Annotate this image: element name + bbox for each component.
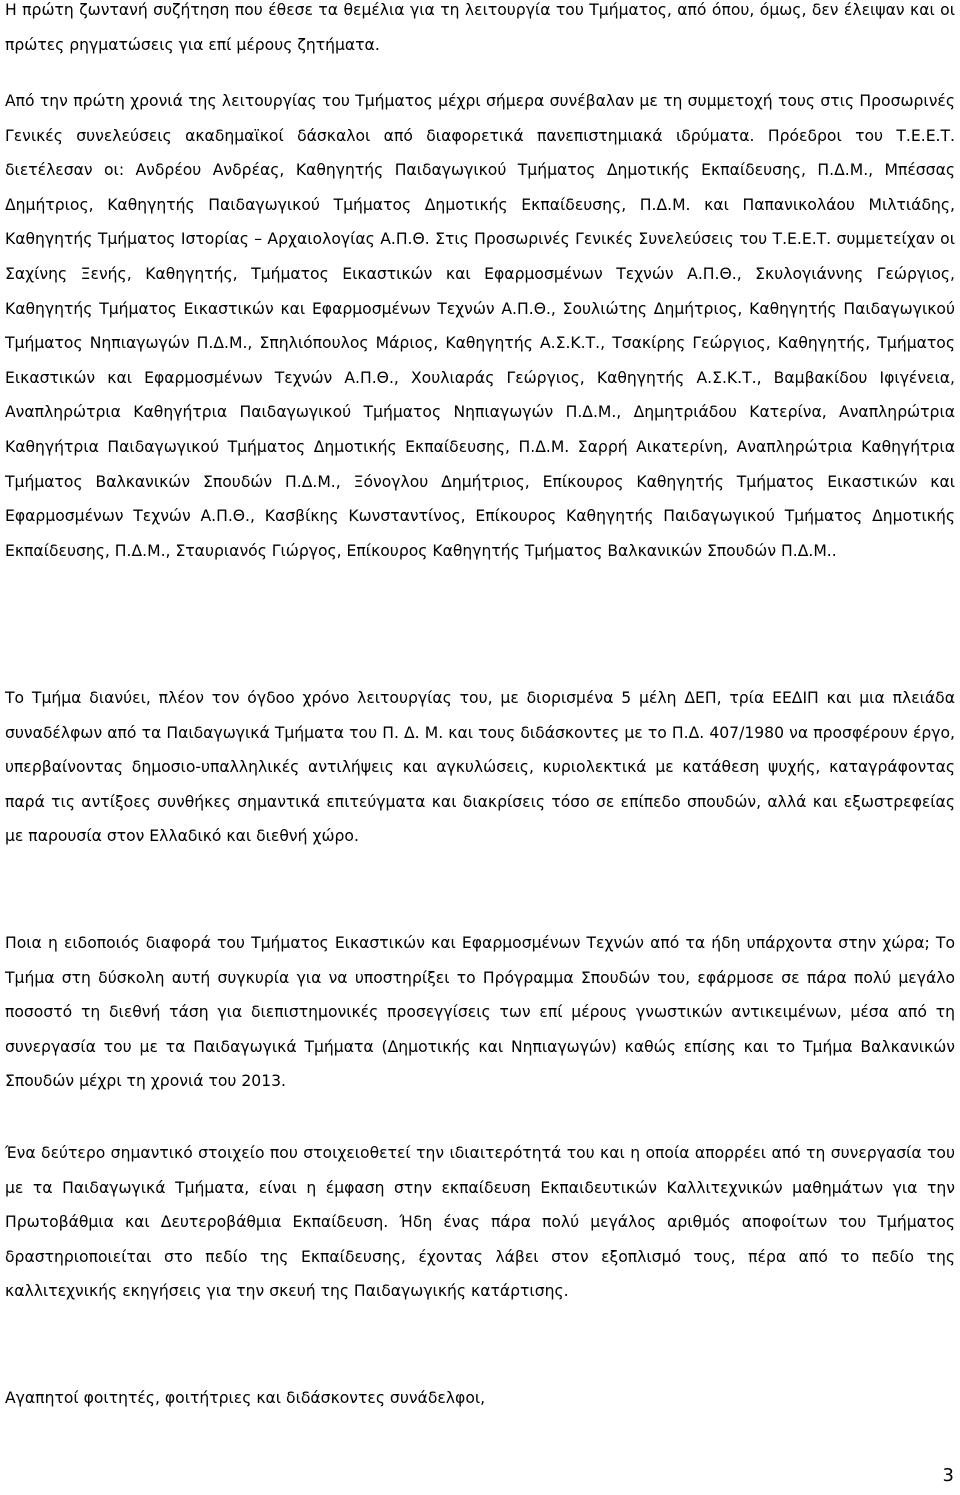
paragraph-salutation: Αγαπητοί φοιτητές, φοιτήτριες και διδάσκοντες συνάδελφοι, <box>5 1389 486 1407</box>
page-number: 3 <box>942 1465 954 1486</box>
paragraph-department-status: Το Τμήμα διανύει, πλέον τον όγδοο χρόνο λειτουργίας του, με διορισμένα 5 μέλη ΔΕΠ, τρία ΕΕΔΙΠ και μια πλειάδα συναδέλφων από τα Παιδαγωγικά Τμήματα του Π. Δ. Μ. και τους διδάσκοντες με το Π.Δ. 407/1980 να προσφέρουν έργο, υπερβαίνοντας δημοσιο-υπαλληλικές αντιλήψεις και αγκυλώσεις, κυριολεκτικά με κατάθεση ψυχής, καταγράφοντας παρά τις αντίξοες συνθήκες σημαντικά επιτεύγματα και διακρίσεις τόσο σε επίπεδο σπουδών, αλλά και εξωστρεφείας με παρουσία στον Ελλαδικό και διεθνή χώρο. <box>5 689 955 846</box>
paragraph-intro-discussion: Η πρώτη ζωντανή συζήτηση που έθεσε τα θεμέλια για τη λειτουργία του Τμήματος, από όπου, όμως, δεν έλειψαν και οι πρώτες ρηγματώσεις για επί μέρους ζητήματα. <box>5 1 955 54</box>
paragraph-contributors: Από την πρώτη χρονιά της λειτουργίας του Τμήματος μέχρι σήμερα συνέβαλαν με τη συμμετοχή τους στις Προσωρινές Γενικές συνελεύσεις ακαδημαϊκοί δάσκαλοι από διαφορετικά πανεπιστημιακά ιδρύματα. Πρόεδροι του Τ.Ε.Ε.Τ. διετέλεσαν οι: Ανδρέου Ανδρέας, Καθηγητής Παιδαγωγικού Τμήματος Δημοτικής Εκπαίδευσης, Π.Δ.Μ., Μπέσσας Δημήτριος, Καθηγητής Παιδαγωγικού Τμήματος Δημοτικής Εκπαίδευσης, Π.Δ.Μ. και Παπανικολάου Μιλτιάδης, Καθηγητής Τμήματος Ιστορίας – Αρχαιολογίας Α.Π.Θ. Στις Προσωρινές Γενικές Συνελεύσεις του Τ.Ε.Ε.Τ. συμμετείχαν οι Σαχίνης Ξενής, Καθηγητής, Τμήματος Εικαστικών και Εφαρμοσμένων Τεχνών Α.Π.Θ., Σκυλογιάννης Γεώργιος, Καθηγητής Τμήματος Εικαστικών και Εφαρμοσμένων Τεχνών Α.Π.Θ., Σουλιώτης Δημήτριος, Καθηγητής Παιδαγωγικού Τμήματος Νηπιαγωγών Π.Δ.Μ., Σπηλιόπουλος Μάριος, Καθηγητής Α.Σ.Κ.Τ., Τσακίρης Γεώργιος, Καθηγητής, Τμήματος Εικαστικών και Εφαρμοσμένων Τεχνών Α.Π.Θ., Χουλιαράς Γεώργιος, Καθηγητής Α.Σ.Κ.Τ., Βαμβακίδου Ιφιγένεια, Αναπληρώτρια Καθηγήτρια Παιδαγωγικού Τμήματος Νηπιαγωγών Π.Δ.Μ., Δημητριάδου Κατερίνα, Αναπληρώτρια Καθηγήτρια Παιδαγωγικού Τμήματος Δημοτικής Εκπαίδευσης, Π.Δ.Μ. Σαρρή Αικατερίνη, Αναπληρώτρια Καθηγήτρια Τμήματος Βαλκανικών Σπουδών Π.Δ.Μ., Ξόνογλου Δημήτριος, Επίκουρος Καθηγητής Τμήματος Εικαστικών και Εφαρμοσμένων Τεχνών Α.Π.Θ., Κασβίκης Κωνσταντίνος, Επίκουρος Καθηγητής Παιδαγωγικού Τμήματος Δημοτικής Εκπαίδευσης, Π.Δ.Μ., Σταυριανός Γιώργος, Επίκουρος Καθηγητής Τμήματος Βαλκανικών Σπουδών Π.Δ.Μ.. <box>5 92 955 560</box>
paragraph-second-element: Ένα δεύτερο σημαντικό στοιχείο που στοιχειοθετεί την ιδιαιτερότητά του και η οποία απορρέει από τη συνεργασία του με τα Παιδαγωγικά Τμήματα, είναι η έμφαση στην εκπαίδευση Εκπαιδευτικών Καλλιτεχνικών μαθημάτων για την Πρωτοβάθμια και Δευτεροβάθμια Εκπαίδευση. Ήδη ένας πάρα πολύ μεγάλος αριθμός αποφοίτων του Τμήματος δραστηριοποιείται στο πεδίο της Εκπαίδευσης, έχοντας λάβει στον εξοπλισμό τους, πέρα από το πεδίο της καλλιτεχνικής εκηγήσεις για την σκευή της Παιδαγωγικής κατάρτισης. <box>5 1144 955 1301</box>
paragraph-distinctive-difference: Ποια η ειδοποιός διαφορά του Τμήματος Εικαστικών και Εφαρμοσμένων Τεχνών από τα ήδη υπάρχοντα στην χώρα; Το Τμήμα στη δύσκολη αυτή συγκυρία για να υποστηρίξει το Πρόγραμμα Σπουδών του, εφάρμοσε σε πάρα πολύ μεγάλο ποσοστό τη διεθνή τάση για διεπιστημονικές προσεγγίσεις των επί μέρους γνωστικών αντικειμένων, μέσα από τη συνεργασία του με τα Παιδαγωγικά Τμήματα (Δημοτικής και Νηπιαγωγών) καθώς επίσης και το Τμήμα Βαλκανικών Σπουδών μέχρι τη χρονιά του 2013. <box>5 934 955 1091</box>
